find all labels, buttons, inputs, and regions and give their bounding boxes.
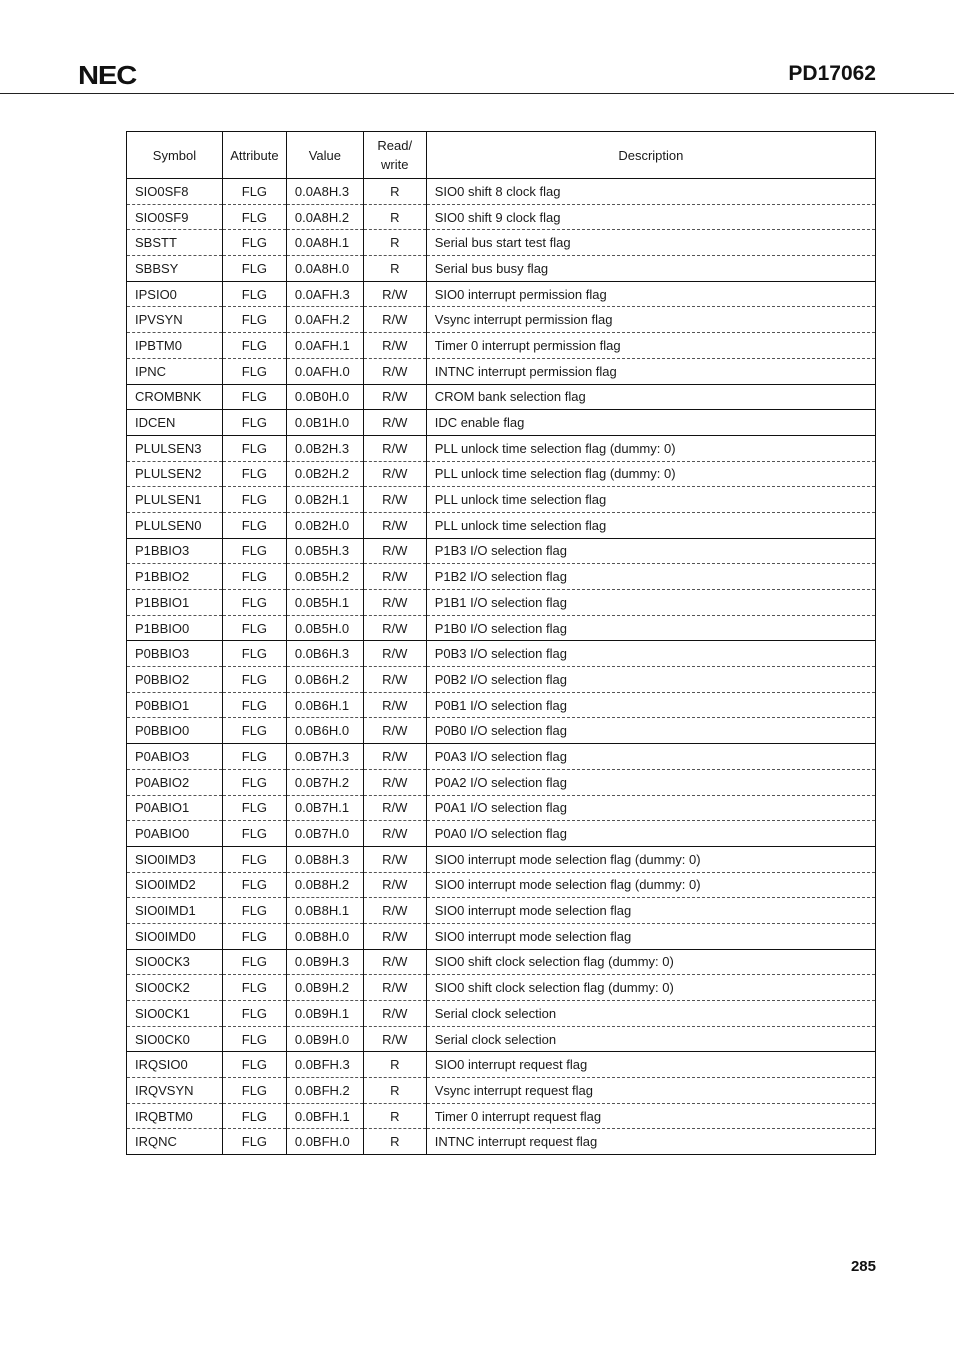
cell-read-write: R/W [363,281,426,307]
register-table [126,131,876,1155]
cell-description: Serial clock selection [426,1026,875,1052]
cell-description: P0A1 I/O selection flag [426,795,875,821]
table-row [127,1052,876,1078]
cell-symbol: P1BBIO1 [127,590,223,616]
cell-read-write: R/W [363,872,426,898]
cell-value: 0.0B6H.1 [286,692,363,718]
cell-description: PLL unlock time selection flag (dummy: 0) [426,435,875,461]
cell-description: CROM bank selection flag [426,384,875,410]
table-row [127,590,876,616]
cell-value: 0.0AFH.3 [286,281,363,307]
cell-description: P1B3 I/O selection flag [426,538,875,564]
cell-symbol: SIO0IMD3 [127,846,223,872]
cell-read-write: R/W [363,461,426,487]
cell-description: P0A2 I/O selection flag [426,769,875,795]
cell-value: 0.0B8H.0 [286,923,363,949]
table-row [127,564,876,590]
table-row [127,821,876,847]
cell-attribute: FLG [222,538,286,564]
table-row [127,512,876,538]
cell-symbol: IRQBTM0 [127,1103,223,1129]
cell-attribute: FLG [222,230,286,256]
cell-value: 0.0B6H.2 [286,667,363,693]
cell-read-write: R/W [363,744,426,770]
table-header-row [127,132,876,179]
table-row [127,615,876,641]
cell-description: SIO0 interrupt mode selection flag (dummy: 0) [426,846,875,872]
cell-symbol: SIO0CK2 [127,975,223,1001]
cell-attribute: FLG [222,692,286,718]
cell-value: 0.0AFH.0 [286,358,363,384]
cell-symbol: SIO0CK3 [127,949,223,975]
cell-value: 0.0B2H.2 [286,461,363,487]
cell-attribute: FLG [222,384,286,410]
cell-symbol: IRQSIO0 [127,1052,223,1078]
cell-attribute: FLG [222,641,286,667]
cell-value: 0.0A8H.1 [286,230,363,256]
cell-read-write: R/W [363,512,426,538]
cell-symbol: P0BBIO1 [127,692,223,718]
table-row [127,1026,876,1052]
cell-symbol: P1BBIO3 [127,538,223,564]
cell-value: 0.0BFH.0 [286,1129,363,1155]
cell-description: Serial bus start test flag [426,230,875,256]
cell-read-write: R/W [363,667,426,693]
cell-value: 0.0A8H.0 [286,256,363,282]
cell-value: 0.0A8H.3 [286,179,363,205]
cell-symbol: P1BBIO2 [127,564,223,590]
cell-attribute: FLG [222,564,286,590]
cell-symbol: PLULSEN1 [127,487,223,513]
cell-attribute: FLG [222,872,286,898]
cell-value: 0.0B5H.1 [286,590,363,616]
cell-value: 0.0B8H.1 [286,898,363,924]
cell-read-write: R/W [363,410,426,436]
cell-attribute: FLG [222,667,286,693]
cell-attribute: FLG [222,1129,286,1155]
table-row [127,795,876,821]
cell-read-write: R/W [363,615,426,641]
cell-attribute: FLG [222,179,286,205]
cell-attribute: FLG [222,333,286,359]
table-row [127,692,876,718]
nec-logo: NEC [78,60,137,90]
cell-value: 0.0B0H.0 [286,384,363,410]
cell-attribute: FLG [222,1026,286,1052]
cell-attribute: FLG [222,615,286,641]
cell-description: P1B2 I/O selection flag [426,564,875,590]
table-row [127,667,876,693]
cell-value: 0.0BFH.3 [286,1052,363,1078]
cell-symbol: CROMBNK [127,384,223,410]
table-row [127,384,876,410]
cell-symbol: P0BBIO3 [127,641,223,667]
cell-value: 0.0B8H.2 [286,872,363,898]
page-number: 285 [850,1258,876,1275]
cell-attribute: FLG [222,281,286,307]
cell-read-write: R/W [363,692,426,718]
cell-symbol: SBSTT [127,230,223,256]
cell-symbol: IPBTM0 [127,333,223,359]
cell-symbol: P0BBIO2 [127,667,223,693]
cell-value: 0.0B9H.2 [286,975,363,1001]
cell-description: Timer 0 interrupt permission flag [426,333,875,359]
cell-description: PLL unlock time selection flag (dummy: 0) [426,461,875,487]
cell-value: 0.0B6H.0 [286,718,363,744]
cell-read-write: R [363,230,426,256]
cell-symbol: SIO0IMD1 [127,898,223,924]
cell-attribute: FLG [222,769,286,795]
table-row [127,1103,876,1129]
cell-attribute: FLG [222,821,286,847]
cell-attribute: FLG [222,307,286,333]
table-row [127,898,876,924]
page-header [0,0,954,94]
table-row [127,410,876,436]
cell-attribute: FLG [222,718,286,744]
cell-description: Serial clock selection [426,1001,875,1027]
cell-symbol: IPSIO0 [127,281,223,307]
table-row [127,744,876,770]
table-row [127,641,876,667]
cell-symbol: PLULSEN0 [127,512,223,538]
cell-attribute: FLG [222,1052,286,1078]
cell-symbol: PLULSEN2 [127,461,223,487]
table-row [127,846,876,872]
cell-value: 0.0B8H.3 [286,846,363,872]
table-row [127,256,876,282]
cell-value: 0.0B9H.1 [286,1001,363,1027]
cell-description: SIO0 shift 8 clock flag [426,179,875,205]
cell-read-write: R [363,179,426,205]
cell-symbol: SIO0IMD0 [127,923,223,949]
cell-symbol: SIO0IMD2 [127,872,223,898]
cell-attribute: FLG [222,923,286,949]
col-header-value: Value [286,132,363,179]
cell-read-write: R/W [363,333,426,359]
cell-value: 0.0B5H.3 [286,538,363,564]
cell-attribute: FLG [222,410,286,436]
table-row [127,333,876,359]
cell-value: 0.0B6H.3 [286,641,363,667]
cell-read-write: R/W [363,846,426,872]
cell-value: 0.0B2H.3 [286,435,363,461]
table-row [127,461,876,487]
table-row [127,307,876,333]
cell-symbol: SIO0CK0 [127,1026,223,1052]
cell-description: P1B0 I/O selection flag [426,615,875,641]
cell-description: P0A3 I/O selection flag [426,744,875,770]
cell-attribute: FLG [222,512,286,538]
cell-value: 0.0B7H.1 [286,795,363,821]
table-row [127,204,876,230]
cell-read-write: R/W [363,384,426,410]
table-row [127,975,876,1001]
cell-read-write: R [363,256,426,282]
cell-read-write: R/W [363,538,426,564]
cell-read-write: R [363,1103,426,1129]
cell-description: SIO0 shift 9 clock flag [426,204,875,230]
cell-description: Timer 0 interrupt request flag [426,1103,875,1129]
cell-symbol: IDCEN [127,410,223,436]
cell-value: 0.0B9H.0 [286,1026,363,1052]
cell-read-write: R/W [363,949,426,975]
table-row [127,538,876,564]
cell-symbol: SIO0CK1 [127,1001,223,1027]
cell-description: Vsync interrupt permission flag [426,307,875,333]
cell-description: IDC enable flag [426,410,875,436]
cell-description: Vsync interrupt request flag [426,1078,875,1104]
cell-value: 0.0B5H.0 [286,615,363,641]
cell-description: SIO0 interrupt mode selection flag [426,898,875,924]
table-row [127,949,876,975]
cell-value: 0.0B7H.2 [286,769,363,795]
cell-description: PLL unlock time selection flag [426,512,875,538]
cell-symbol: P0ABIO2 [127,769,223,795]
cell-attribute: FLG [222,204,286,230]
cell-description: INTNC interrupt request flag [426,1129,875,1155]
cell-description: P0B0 I/O selection flag [426,718,875,744]
cell-value: 0.0B1H.0 [286,410,363,436]
cell-value: 0.0AFH.1 [286,333,363,359]
cell-value: 0.0BFH.1 [286,1103,363,1129]
cell-value: 0.0AFH.2 [286,307,363,333]
cell-attribute: FLG [222,898,286,924]
cell-value: 0.0B5H.2 [286,564,363,590]
cell-symbol: P0ABIO1 [127,795,223,821]
cell-read-write: R/W [363,435,426,461]
cell-read-write: R/W [363,975,426,1001]
cell-value: 0.0B7H.0 [286,821,363,847]
cell-value: 0.0BFH.2 [286,1078,363,1104]
col-header-read-write: Read/ write [363,132,426,179]
cell-attribute: FLG [222,1001,286,1027]
cell-value: 0.0B9H.3 [286,949,363,975]
cell-read-write: R [363,204,426,230]
cell-attribute: FLG [222,358,286,384]
table-row [127,435,876,461]
cell-read-write: R/W [363,358,426,384]
cell-description: P0B3 I/O selection flag [426,641,875,667]
table-row [127,358,876,384]
cell-symbol: IPVSYN [127,307,223,333]
cell-attribute: FLG [222,435,286,461]
table-row [127,179,876,205]
cell-symbol: P0ABIO3 [127,744,223,770]
cell-description: P0A0 I/O selection flag [426,821,875,847]
cell-read-write: R/W [363,590,426,616]
cell-description: INTNC interrupt permission flag [426,358,875,384]
cell-attribute: FLG [222,1103,286,1129]
table-row [127,1001,876,1027]
cell-read-write: R/W [363,923,426,949]
cell-description: P0B1 I/O selection flag [426,692,875,718]
cell-attribute: FLG [222,590,286,616]
cell-description: P1B1 I/O selection flag [426,590,875,616]
cell-attribute: FLG [222,949,286,975]
cell-read-write: R/W [363,769,426,795]
cell-read-write: R/W [363,821,426,847]
cell-symbol: IRQVSYN [127,1078,223,1104]
cell-attribute: FLG [222,256,286,282]
col-header-attribute: Attribute [222,132,286,179]
table-row [127,281,876,307]
table-row [127,872,876,898]
cell-symbol: IPNC [127,358,223,384]
cell-read-write: R [363,1129,426,1155]
cell-read-write: R/W [363,564,426,590]
table-row [127,923,876,949]
cell-value: 0.0B2H.1 [286,487,363,513]
cell-symbol: SBBSY [127,256,223,282]
cell-value: 0.0B2H.0 [286,512,363,538]
cell-description: SIO0 interrupt request flag [426,1052,875,1078]
cell-attribute: FLG [222,795,286,821]
table-row [127,1078,876,1104]
cell-read-write: R/W [363,641,426,667]
cell-symbol: P0BBIO0 [127,718,223,744]
cell-attribute: FLG [222,744,286,770]
table-row [127,718,876,744]
header-rule [0,93,954,94]
cell-attribute: FLG [222,975,286,1001]
cell-attribute: FLG [222,846,286,872]
cell-description: SIO0 interrupt mode selection flag (dummy: 0) [426,872,875,898]
cell-read-write: R [363,1052,426,1078]
cell-description: Serial bus busy flag [426,256,875,282]
cell-read-write: R/W [363,1001,426,1027]
cell-description: SIO0 shift clock selection flag (dummy: 0) [426,949,875,975]
table-row [127,1129,876,1155]
table-row [127,769,876,795]
document-id: PD17062 [788,62,876,85]
table-row [127,230,876,256]
cell-attribute: FLG [222,487,286,513]
cell-description: SIO0 interrupt permission flag [426,281,875,307]
cell-read-write: R/W [363,307,426,333]
cell-read-write: R/W [363,898,426,924]
cell-symbol: SIO0SF9 [127,204,223,230]
col-header-symbol: Symbol [127,132,223,179]
cell-read-write: R/W [363,1026,426,1052]
cell-read-write: R/W [363,487,426,513]
table-row [127,487,876,513]
cell-read-write: R [363,1078,426,1104]
cell-symbol: PLULSEN3 [127,435,223,461]
cell-description: SIO0 interrupt mode selection flag [426,923,875,949]
cell-symbol: P1BBIO0 [127,615,223,641]
cell-value: 0.0B7H.3 [286,744,363,770]
cell-value: 0.0A8H.2 [286,204,363,230]
col-header-description: Description [426,132,875,179]
cell-description: P0B2 I/O selection flag [426,667,875,693]
cell-symbol: P0ABIO0 [127,821,223,847]
cell-read-write: R/W [363,795,426,821]
cell-attribute: FLG [222,461,286,487]
cell-attribute: FLG [222,1078,286,1104]
cell-symbol: IRQNC [127,1129,223,1155]
cell-description: SIO0 shift clock selection flag (dummy: 0) [426,975,875,1001]
cell-symbol: SIO0SF8 [127,179,223,205]
cell-description: PLL unlock time selection flag [426,487,875,513]
cell-read-write: R/W [363,718,426,744]
